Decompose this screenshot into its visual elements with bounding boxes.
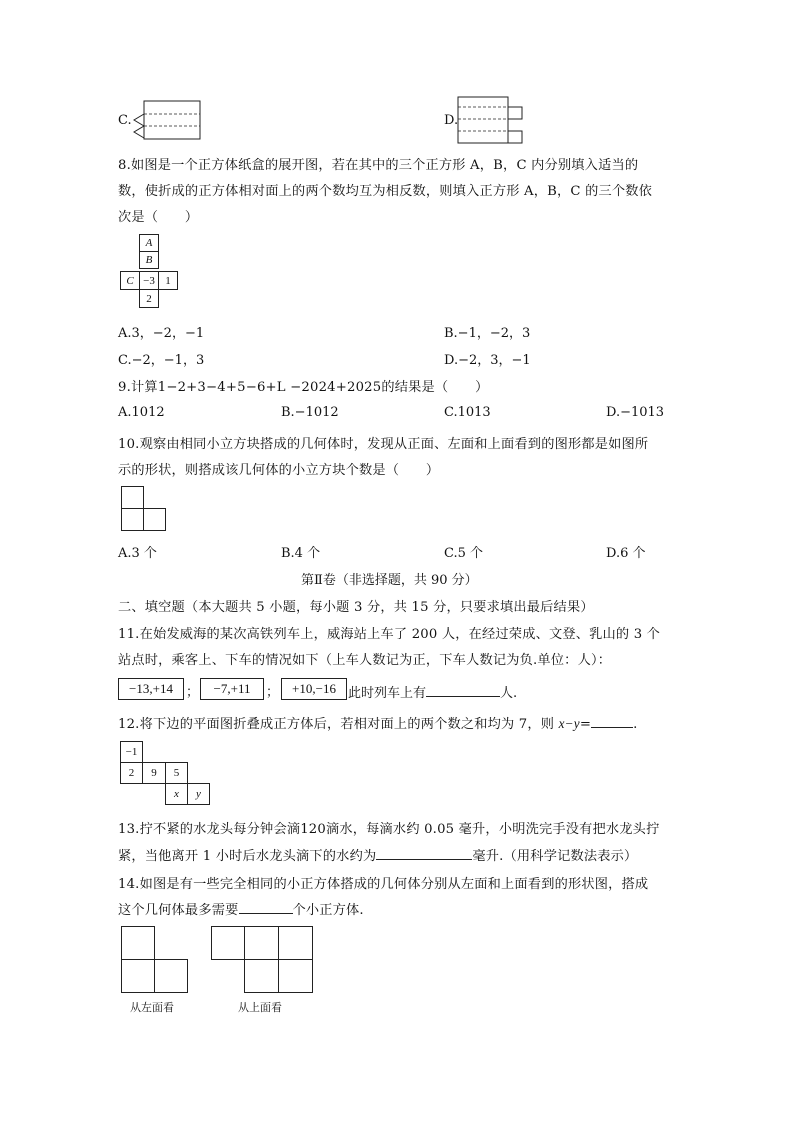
q14-line2: [118, 899, 364, 918]
q11-tail-text: 此时列车上有: [348, 686, 427, 701]
net-cell-b: B: [139, 251, 159, 269]
q9-option-d: D.−1013: [606, 405, 665, 420]
view-square: [121, 926, 155, 960]
q11-line1: 11.在始发威海的某次高铁列车上，威海站上车了 200 人，在经过荣成、文登、乳山的 3 个: [118, 627, 661, 642]
net-cell-2: 2: [120, 762, 143, 784]
q11-separator: ；: [186, 685, 200, 700]
q10-option-d: D.6 个: [606, 546, 646, 561]
q12-text-main: 12.将下边的平面图折叠成正方体后，若相对面上的两个数之和均为 7，则: [118, 717, 555, 732]
option-d-figure: [455, 94, 530, 146]
q14-left-caption: 从左面看: [130, 1001, 174, 1014]
q9-text: 9.计算1−2+3−4+5−6+L −2024+2025的结果是（ ）: [118, 380, 489, 395]
q12-text: [118, 713, 637, 732]
part2-title: 第Ⅱ卷（非选择题，共 90 分）: [301, 573, 478, 588]
q14-line2-start: 这个几何体最多需要: [118, 903, 239, 918]
q13-line1: 13.拧不紧的水龙头每分钟会滴120滴水，每滴水约 0.05 毫升，小明洗完手没有把水龙头拧: [118, 822, 660, 837]
net-cell-9: 9: [142, 762, 166, 784]
view-square: [121, 959, 155, 993]
q10-option-c: C.5 个: [444, 546, 484, 561]
q14-top-caption: 从上面看: [238, 1001, 282, 1014]
q11-separator: ；: [266, 685, 280, 700]
view-square: [278, 926, 313, 960]
option-c-label: C.: [118, 113, 132, 128]
option-d-label: D.: [444, 113, 459, 128]
q9-option-b: B.−1012: [281, 405, 339, 420]
q11-tail-unit: 人.: [500, 686, 518, 701]
q9-option-a: A.1012: [118, 405, 165, 420]
net-cell-minus1: −1: [120, 741, 143, 763]
view-square: [121, 486, 144, 509]
view-square: [143, 508, 166, 531]
q14-answer-blank[interactable]: [239, 901, 293, 914]
q11-station-box-3: +10,−16: [281, 678, 347, 700]
net-cell-c: C: [120, 271, 140, 290]
q11-answer-blank[interactable]: [426, 684, 500, 697]
q13-line2-end: 毫升.（用科学记数法表示）: [472, 849, 638, 864]
q8-line2: 数，使折成的正方体相对面上的两个数均互为相反数，则填入正方形 A，B，C 的三个数依: [118, 184, 653, 199]
q12-answer-blank[interactable]: [591, 715, 633, 728]
q10-line1: 10.观察由相同小立方块搭成的几何体时，发现从正面、左面和上面看到的图形都是如图所: [118, 437, 649, 452]
net-cell-x: x: [165, 783, 188, 805]
q12-equals: =: [579, 717, 592, 732]
net-cell-y: y: [187, 783, 210, 805]
q8-option-b: B.−1，−2，3: [444, 326, 531, 341]
q11-line2: 站点时，乘客上、下车的情况如下（上车人数记为正，下车人数记为负.单位：人）：: [118, 653, 612, 668]
q8-option-c: C.−2，−1，3: [118, 353, 205, 368]
q12-period: .: [633, 717, 638, 732]
net-cell-5: 5: [165, 762, 188, 784]
q14-line2-end: 个小正方体.: [292, 903, 364, 918]
q13-line2: [118, 845, 637, 864]
net-cell-2: 2: [139, 289, 159, 308]
net-cell-minus3: −3: [139, 271, 159, 290]
q13-answer-blank[interactable]: [376, 847, 472, 860]
option-c-figure: [130, 98, 205, 144]
q10-option-a: A.3 个: [118, 546, 157, 561]
q8-line1: 8.如图是一个正方体纸盒的展开图，若在其中的三个正方形 A，B，C 内分别填入适当的: [118, 158, 639, 173]
view-square: [244, 959, 279, 993]
q8-line3: 次是（ ）: [118, 210, 199, 225]
q11-station-box-1: −13,+14: [118, 678, 184, 700]
view-square: [121, 508, 144, 531]
section-heading: 二、填空题（本大题共 5 小题，每小题 3 分，共 15 分，只要求填出最后结果）: [118, 600, 594, 615]
q11-station-box-2: −7,+11: [200, 678, 264, 700]
view-square: [278, 959, 313, 993]
q8-option-d: D.−2，3，−1: [444, 353, 531, 368]
view-square: [154, 959, 188, 993]
q8-option-a: A.3，−2，−1: [118, 326, 205, 341]
net-cell-1: 1: [158, 271, 178, 290]
q12-expression: x−y: [558, 716, 580, 731]
q9-option-c: C.1013: [444, 405, 491, 420]
net-cell-a: A: [139, 234, 159, 252]
q10-line2: 示的形状，则搭成该几何体的小立方块个数是（ ）: [118, 463, 440, 478]
q13-line2-start: 紧，当他离开 1 小时后水龙头滴下的水约为: [118, 849, 377, 864]
view-square: [244, 926, 279, 960]
q10-option-b: B.4 个: [281, 546, 321, 561]
q11-tail: [348, 682, 517, 701]
q14-line1: 14.如图是有一些完全相同的小正方体搭成的几何体分别从左面和上面看到的形状图，搭成: [118, 877, 649, 892]
view-square: [211, 926, 245, 960]
